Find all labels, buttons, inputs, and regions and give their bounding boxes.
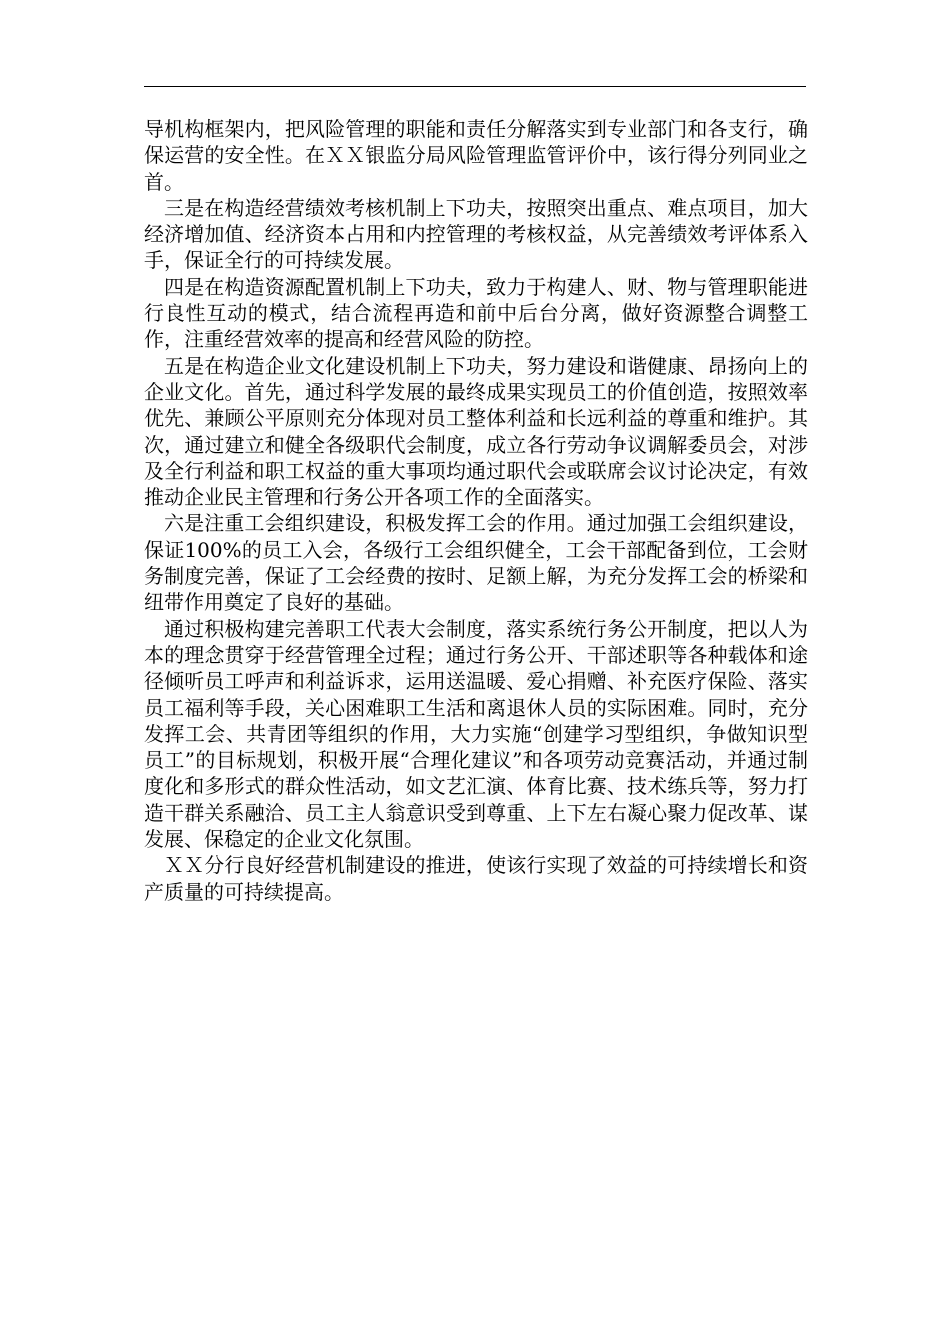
document-body [144, 116, 808, 905]
paragraph-4: 五是在构造企业文化建设机制上下功夫，努力建设和谐健康、昂扬向上的企业文化。首先，通过科学发展的最终成果实现员工的价值创造，按照效率优先、兼顾公平原则充分体现对员工整体利益和长远利益的尊重和维护。其次，通过建立和健全各级职代会制度，成立各行劳动争议调解委员会，对涉及全行利益和职工权益的重大事项均通过职代会或联席会议讨论决定，有效推动企业民主管理和行务公开各项工作的全面落实。 [144, 353, 808, 510]
paragraph-3: 四是在构造资源配置机制上下功夫，致力于构建人、财、物与管理职能进行良性互动的模式，结合流程再造和前中后台分离，做好资源整合调整工作，注重经营效率的提高和经营风险的防控。 [144, 274, 808, 352]
paragraph-6: 通过积极构建完善职工代表大会制度，落实系统行务公开制度，把以人为本的理念贯穿于经营管理全过程；通过行务公开、干部述职等各种载体和途径倾听员工呼声和利益诉求，运用送温暖、爱心捐赠、补充医疗保险、落实员工福利等手段，关心困难职工生活和离退休人员的实际困难。同时，充分发挥工会、共青团等组织的作用，大力实施“创建学习型组织，争做知识型员工”的目标规划，积极开展“合理化建议”和各项劳动竞赛活动，并通过制度化和多形式的群众性活动，如文艺汇演、体育比赛、技术练兵等，努力打造干群关系融洽、员工主人翁意识受到尊重、上下左右凝心聚力促改革、谋发展、保稳定的企业文化氛围。 [144, 616, 808, 852]
paragraph-7: ＸＸ分行良好经营机制建设的推进，使该行实现了效益的可持续增长和资产质量的可持续提高。 [144, 853, 808, 904]
paragraph-2: 三是在构造经营绩效考核机制上下功夫，按照突出重点、难点项目，加大经济增加值、经济资本占用和内控管理的考核权益，从完善绩效考评体系入手，保证全行的可持续发展。 [144, 195, 808, 273]
paragraph-1: 导机构框架内，把风险管理的职能和责任分解落实到专业部门和各支行，确保运营的安全性。在ＸＸ银监分局风险管理监管评价中，该行得分列同业之首。 [144, 117, 808, 194]
header-rule [144, 86, 806, 87]
paragraph-5: 六是注重工会组织建设，积极发挥工会的作用。通过加强工会组织建设，保证100%的员工入会，各级行工会组织健全，工会干部配备到位，工会财务制度完善，保证了工会经费的按时、足额上解，为充分发挥工会的桥梁和纽带作用奠定了良好的基础。 [144, 511, 808, 615]
